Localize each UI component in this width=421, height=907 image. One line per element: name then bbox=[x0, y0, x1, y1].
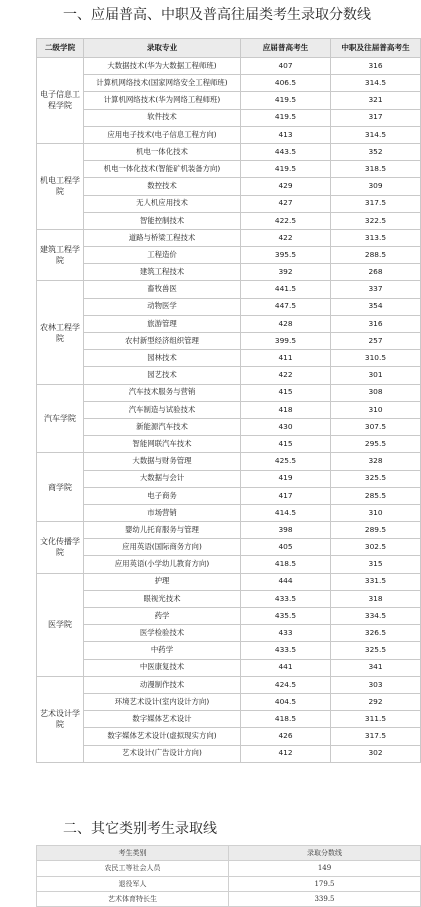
table-row bbox=[37, 58, 421, 75]
table-row bbox=[37, 745, 421, 762]
vocational-score-cell: 289.5 bbox=[331, 522, 421, 539]
vocational-score-cell: 317.5 bbox=[331, 195, 421, 212]
category-cell: 农民工等社会人员 bbox=[37, 861, 229, 876]
table-body bbox=[37, 58, 421, 763]
fresh-score-cell: 435.5 bbox=[241, 608, 331, 625]
major-cell: 园艺技术 bbox=[84, 367, 241, 384]
fresh-score-cell: 443.5 bbox=[241, 143, 331, 160]
table-row bbox=[37, 126, 421, 143]
vocational-score-cell: 314.5 bbox=[331, 126, 421, 143]
major-cell: 电子商务 bbox=[84, 487, 241, 504]
fresh-score-cell: 422.5 bbox=[241, 212, 331, 229]
vocational-score-cell: 309 bbox=[331, 178, 421, 195]
major-cell: 数控技术 bbox=[84, 178, 241, 195]
major-cell: 汽车制造与试验技术 bbox=[84, 401, 241, 418]
fresh-score-cell: 415 bbox=[241, 384, 331, 401]
fresh-score-cell: 441.5 bbox=[241, 281, 331, 298]
major-cell: 中药学 bbox=[84, 642, 241, 659]
vocational-score-cell: 315 bbox=[331, 556, 421, 573]
table-row bbox=[37, 367, 421, 384]
table-row bbox=[37, 75, 421, 92]
table-row bbox=[37, 229, 421, 246]
table-row bbox=[37, 590, 421, 607]
vocational-score-cell: 354 bbox=[331, 298, 421, 315]
vocational-score-cell: 317.5 bbox=[331, 728, 421, 745]
table-row bbox=[37, 161, 421, 178]
college-name-cell: 农林工程学院 bbox=[37, 281, 84, 384]
fresh-score-cell: 425.5 bbox=[241, 453, 331, 470]
major-cell: 大数据与财务管理 bbox=[84, 453, 241, 470]
fresh-score-cell: 429 bbox=[241, 178, 331, 195]
fresh-score-cell: 405 bbox=[241, 539, 331, 556]
header-score: 录取分数线 bbox=[229, 846, 421, 861]
fresh-score-cell: 407 bbox=[241, 58, 331, 75]
fresh-score-cell: 413 bbox=[241, 126, 331, 143]
table-row bbox=[37, 109, 421, 126]
major-cell: 计算机网络技术(华为网络工程师班) bbox=[84, 92, 241, 109]
table-row bbox=[37, 608, 421, 625]
table-row bbox=[37, 264, 421, 281]
fresh-score-cell: 441 bbox=[241, 659, 331, 676]
vocational-score-cell: 285.5 bbox=[331, 487, 421, 504]
table-row bbox=[37, 315, 421, 332]
fresh-score-cell: 392 bbox=[241, 264, 331, 281]
fresh-score-cell: 418.5 bbox=[241, 556, 331, 573]
table-row bbox=[37, 178, 421, 195]
vocational-score-cell: 341 bbox=[331, 659, 421, 676]
table-row bbox=[37, 522, 421, 539]
fresh-score-cell: 422 bbox=[241, 367, 331, 384]
major-cell: 大数据技术(华为大数据工程师班) bbox=[84, 58, 241, 75]
major-cell: 旅游管理 bbox=[84, 315, 241, 332]
college-name-cell: 医学院 bbox=[37, 573, 84, 676]
fresh-score-cell: 433.5 bbox=[241, 590, 331, 607]
admission-score-table bbox=[36, 38, 421, 763]
vocational-score-cell: 295.5 bbox=[331, 436, 421, 453]
fresh-score-cell: 411 bbox=[241, 350, 331, 367]
vocational-score-cell: 310 bbox=[331, 401, 421, 418]
vocational-score-cell: 318 bbox=[331, 590, 421, 607]
fresh-score-cell: 430 bbox=[241, 418, 331, 435]
college-name-cell: 艺术设计学院 bbox=[37, 676, 84, 762]
category-cell: 退役军人 bbox=[37, 876, 229, 891]
score-cell: 339.5 bbox=[229, 891, 421, 906]
major-cell: 应用英语(小学幼儿教育方向) bbox=[84, 556, 241, 573]
section-1-title: 一、应届普高、中职及普高往届类考生录取分数线 bbox=[63, 7, 371, 23]
vocational-score-cell: 313.5 bbox=[331, 229, 421, 246]
fresh-score-cell: 406.5 bbox=[241, 75, 331, 92]
major-cell: 畜牧兽医 bbox=[84, 281, 241, 298]
table-row bbox=[37, 659, 421, 676]
vocational-score-cell: 325.5 bbox=[331, 470, 421, 487]
vocational-score-cell: 316 bbox=[331, 315, 421, 332]
vocational-score-cell: 288.5 bbox=[331, 247, 421, 264]
fresh-score-cell: 424.5 bbox=[241, 676, 331, 693]
table-row bbox=[37, 728, 421, 745]
table-row bbox=[37, 384, 421, 401]
table-row bbox=[37, 676, 421, 693]
table-row bbox=[37, 573, 421, 590]
major-cell: 机电一体化技术(智能矿机装备方向) bbox=[84, 161, 241, 178]
table-body bbox=[37, 861, 421, 907]
fresh-score-cell: 419.5 bbox=[241, 109, 331, 126]
vocational-score-cell: 308 bbox=[331, 384, 421, 401]
vocational-score-cell: 302.5 bbox=[331, 539, 421, 556]
fresh-score-cell: 433.5 bbox=[241, 642, 331, 659]
table-row bbox=[37, 418, 421, 435]
table-header-row bbox=[37, 846, 421, 861]
major-cell: 建筑工程技术 bbox=[84, 264, 241, 281]
major-cell: 中医康复技术 bbox=[84, 659, 241, 676]
table-row bbox=[37, 453, 421, 470]
major-cell: 艺术设计(广告设计方向) bbox=[84, 745, 241, 762]
college-name-cell: 文化传播学院 bbox=[37, 522, 84, 574]
header-major: 录取专业 bbox=[84, 39, 241, 58]
table-row bbox=[37, 143, 421, 160]
table-row bbox=[37, 470, 421, 487]
major-cell: 应用电子技术(电子信息工程方向) bbox=[84, 126, 241, 143]
college-name-cell: 建筑工程学院 bbox=[37, 229, 84, 281]
fresh-score-cell: 422 bbox=[241, 229, 331, 246]
major-cell: 计算机网络技术(国家网络安全工程师班) bbox=[84, 75, 241, 92]
college-name-cell: 商学院 bbox=[37, 453, 84, 522]
table-row bbox=[37, 504, 421, 521]
fresh-score-cell: 414.5 bbox=[241, 504, 331, 521]
other-category-table bbox=[36, 845, 421, 907]
fresh-score-cell: 417 bbox=[241, 487, 331, 504]
major-cell: 数字媒体艺术设计(虚拟现实方向) bbox=[84, 728, 241, 745]
major-cell: 工程造价 bbox=[84, 247, 241, 264]
fresh-score-cell: 418 bbox=[241, 401, 331, 418]
table-row bbox=[37, 693, 421, 710]
vocational-score-cell: 321 bbox=[331, 92, 421, 109]
vocational-score-cell: 307.5 bbox=[331, 418, 421, 435]
college-name-cell: 电子信息工程学院 bbox=[37, 58, 84, 144]
table-row bbox=[37, 556, 421, 573]
table-header-row bbox=[37, 39, 421, 58]
table-row bbox=[37, 642, 421, 659]
major-cell: 农村新型经济组织管理 bbox=[84, 333, 241, 350]
major-cell: 环境艺术设计(室内设计方向) bbox=[84, 693, 241, 710]
major-cell: 应用英语(国际商务方向) bbox=[84, 539, 241, 556]
table-row bbox=[37, 539, 421, 556]
fresh-score-cell: 419 bbox=[241, 470, 331, 487]
college-name-cell: 汽车学院 bbox=[37, 384, 84, 453]
major-cell: 园林技术 bbox=[84, 350, 241, 367]
vocational-score-cell: 292 bbox=[331, 693, 421, 710]
vocational-score-cell: 311.5 bbox=[331, 711, 421, 728]
vocational-score-cell: 328 bbox=[331, 453, 421, 470]
vocational-score-cell: 318.5 bbox=[331, 161, 421, 178]
table-row bbox=[37, 891, 421, 906]
major-cell: 眼视光技术 bbox=[84, 590, 241, 607]
fresh-score-cell: 426 bbox=[241, 728, 331, 745]
table-row bbox=[37, 401, 421, 418]
header-category: 考生类别 bbox=[37, 846, 229, 861]
table-row bbox=[37, 333, 421, 350]
table-row bbox=[37, 212, 421, 229]
header-college: 二级学院 bbox=[37, 39, 84, 58]
vocational-score-cell: 322.5 bbox=[331, 212, 421, 229]
fresh-score-cell: 419.5 bbox=[241, 92, 331, 109]
table-row bbox=[37, 625, 421, 642]
table-row bbox=[37, 711, 421, 728]
vocational-score-cell: 268 bbox=[331, 264, 421, 281]
major-cell: 无人机应用技术 bbox=[84, 195, 241, 212]
college-name-cell: 机电工程学院 bbox=[37, 143, 84, 229]
score-cell: 179.5 bbox=[229, 876, 421, 891]
fresh-score-cell: 418.5 bbox=[241, 711, 331, 728]
fresh-score-cell: 427 bbox=[241, 195, 331, 212]
fresh-score-cell: 395.5 bbox=[241, 247, 331, 264]
table-row bbox=[37, 861, 421, 876]
fresh-score-cell: 447.5 bbox=[241, 298, 331, 315]
header-vocational-score: 中职及往届普高考生 bbox=[331, 39, 421, 58]
fresh-score-cell: 415 bbox=[241, 436, 331, 453]
vocational-score-cell: 352 bbox=[331, 143, 421, 160]
table-row bbox=[37, 350, 421, 367]
vocational-score-cell: 334.5 bbox=[331, 608, 421, 625]
major-cell: 动漫制作技术 bbox=[84, 676, 241, 693]
major-cell: 新能源汽车技术 bbox=[84, 418, 241, 435]
header-fresh-score: 应届普高考生 bbox=[241, 39, 331, 58]
table-row bbox=[37, 281, 421, 298]
major-cell: 道路与桥梁工程技术 bbox=[84, 229, 241, 246]
category-cell: 艺术体育特长生 bbox=[37, 891, 229, 906]
major-cell: 汽车技术服务与营销 bbox=[84, 384, 241, 401]
vocational-score-cell: 302 bbox=[331, 745, 421, 762]
table-row bbox=[37, 92, 421, 109]
vocational-score-cell: 257 bbox=[331, 333, 421, 350]
table-row bbox=[37, 195, 421, 212]
vocational-score-cell: 317 bbox=[331, 109, 421, 126]
major-cell: 护理 bbox=[84, 573, 241, 590]
table-row bbox=[37, 487, 421, 504]
vocational-score-cell: 331.5 bbox=[331, 573, 421, 590]
fresh-score-cell: 399.5 bbox=[241, 333, 331, 350]
section-2-title: 二、其它类别考生录取线 bbox=[63, 821, 217, 837]
table-row bbox=[37, 876, 421, 891]
vocational-score-cell: 301 bbox=[331, 367, 421, 384]
fresh-score-cell: 412 bbox=[241, 745, 331, 762]
vocational-score-cell: 303 bbox=[331, 676, 421, 693]
major-cell: 智能网联汽车技术 bbox=[84, 436, 241, 453]
table-row bbox=[37, 298, 421, 315]
vocational-score-cell: 316 bbox=[331, 58, 421, 75]
major-cell: 智能控制技术 bbox=[84, 212, 241, 229]
major-cell: 机电一体化技术 bbox=[84, 143, 241, 160]
table-row bbox=[37, 247, 421, 264]
vocational-score-cell: 310.5 bbox=[331, 350, 421, 367]
fresh-score-cell: 433 bbox=[241, 625, 331, 642]
fresh-score-cell: 419.5 bbox=[241, 161, 331, 178]
major-cell: 市场营销 bbox=[84, 504, 241, 521]
fresh-score-cell: 428 bbox=[241, 315, 331, 332]
major-cell: 婴幼儿托育服务与管理 bbox=[84, 522, 241, 539]
vocational-score-cell: 326.5 bbox=[331, 625, 421, 642]
table-row bbox=[37, 436, 421, 453]
fresh-score-cell: 398 bbox=[241, 522, 331, 539]
fresh-score-cell: 404.5 bbox=[241, 693, 331, 710]
major-cell: 医学检验技术 bbox=[84, 625, 241, 642]
major-cell: 动物医学 bbox=[84, 298, 241, 315]
major-cell: 软件技术 bbox=[84, 109, 241, 126]
major-cell: 大数据与会计 bbox=[84, 470, 241, 487]
score-cell: 149 bbox=[229, 861, 421, 876]
vocational-score-cell: 310 bbox=[331, 504, 421, 521]
vocational-score-cell: 314.5 bbox=[331, 75, 421, 92]
fresh-score-cell: 444 bbox=[241, 573, 331, 590]
vocational-score-cell: 325.5 bbox=[331, 642, 421, 659]
major-cell: 数字媒体艺术设计 bbox=[84, 711, 241, 728]
vocational-score-cell: 337 bbox=[331, 281, 421, 298]
major-cell: 药学 bbox=[84, 608, 241, 625]
